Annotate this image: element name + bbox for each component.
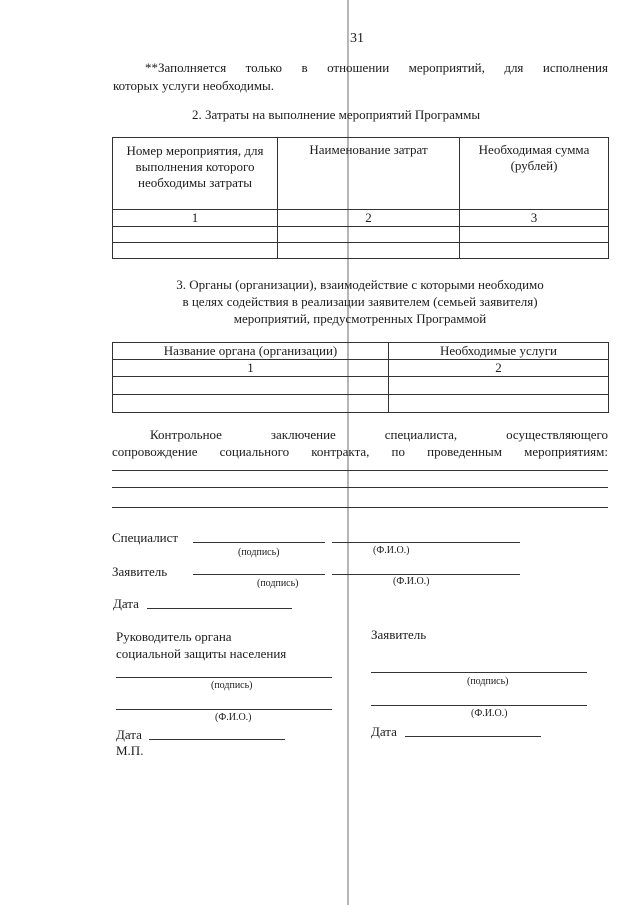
costs-header-number: Номер мероприятия, для выполнения которого необходимы затраты [113, 138, 278, 210]
costs-table-row [113, 243, 609, 259]
right-applicant-label: Заявитель [371, 627, 427, 642]
costs-table [112, 137, 609, 259]
conclusion-blank-line [112, 470, 608, 471]
right-date-line [405, 736, 541, 737]
section3-title-line-3: мероприятий, предусмотренных Программой [233, 311, 487, 326]
head-title-line-1: Руководитель органа [116, 629, 232, 644]
footnote-line-2: которых услуги необходимы. [113, 78, 275, 93]
head-signature-caption: (подпись) [211, 680, 253, 691]
organizations-number-row [113, 360, 609, 377]
costs-table-number-row [113, 210, 609, 227]
organizations-col-number-2: 2 [389, 360, 609, 377]
costs-col-number-2: 2 [278, 210, 460, 227]
head-fio-line [116, 709, 332, 710]
organizations-header-name: Название органа (организации) [113, 343, 389, 360]
costs-table-row [113, 227, 609, 243]
costs-header-name: Наименование затрат [278, 138, 460, 210]
seal-label: М.П. [116, 743, 144, 758]
organizations-header-row [113, 343, 609, 360]
head-date-line [149, 739, 285, 740]
date-line [147, 608, 292, 609]
head-date-label: Дата [116, 727, 142, 742]
conclusion-line-2: сопровождение социального контракта, по проведенным мероприятиям: [112, 444, 608, 459]
specialist-label: Специалист [112, 530, 179, 545]
organizations-table-row [113, 395, 609, 413]
organizations-col-number-1: 1 [113, 360, 389, 377]
section3-title-line-2: в целях содействия в реализации заявителем (семьей заявителя) [182, 294, 538, 309]
costs-col-number-3: 3 [460, 210, 609, 227]
organizations-header-services: Необходимые услуги [389, 343, 609, 360]
head-fio-caption: (Ф.И.О.) [215, 712, 252, 723]
costs-header-sum: Необходимая сумма (рублей) [460, 138, 609, 210]
applicant-signature-caption: (подпись) [257, 578, 299, 589]
right-applicant-signature-caption: (подпись) [467, 676, 509, 687]
right-applicant-fio-caption: (Ф.И.О.) [471, 708, 508, 719]
applicant-label: Заявитель [112, 564, 168, 579]
conclusion-blank-line [112, 487, 608, 488]
specialist-signature-line [193, 542, 325, 543]
section2-title: 2. Затраты на выполнение мероприятий Программы [192, 107, 481, 122]
specialist-signature-caption: (подпись) [238, 547, 280, 558]
right-date-label: Дата [371, 724, 397, 739]
head-title-line-2: социальной защиты населения [116, 646, 287, 661]
footnote-line-1: **Заполняется только в отношении мероприятий, для исполнения [145, 60, 608, 75]
conclusion-line-1: Контрольное заключение специалиста, осуществляющего [150, 427, 608, 442]
page-number: 31 [350, 31, 364, 46]
organizations-table-row [113, 377, 609, 395]
organizations-table [112, 342, 609, 413]
right-applicant-signature-line [371, 672, 587, 673]
specialist-fio-caption: (Ф.И.О.) [373, 545, 410, 556]
section3-title-line-1: 3. Органы (организации), взаимодействие с которыми необходимо [176, 277, 544, 292]
applicant-signature-line [193, 574, 325, 575]
right-applicant-fio-line [371, 705, 587, 706]
date-label: Дата [113, 596, 139, 611]
specialist-fio-line [332, 542, 520, 543]
applicant-fio-caption: (Ф.И.О.) [393, 576, 430, 587]
costs-table-header-row [113, 138, 609, 210]
conclusion-blank-line [112, 507, 608, 508]
applicant-fio-line [332, 574, 520, 575]
head-signature-line [116, 677, 332, 678]
costs-col-number-1: 1 [113, 210, 278, 227]
